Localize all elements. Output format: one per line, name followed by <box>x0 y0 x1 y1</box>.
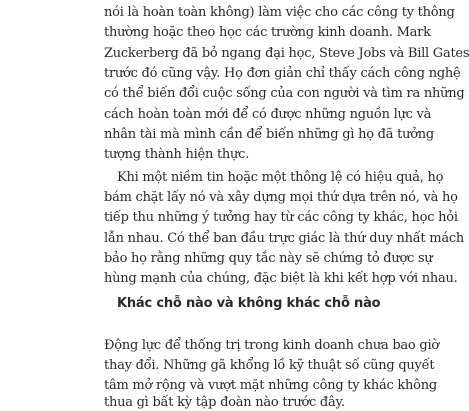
paragraph-2-line-3: tiếp thu những ý tưởng hay từ các công ty khác, học hỏi <box>104 210 458 225</box>
paragraph-3-line-4: thua gì bất kỳ tập đoàn nào trước đây. <box>104 395 345 410</box>
paragraph-2-line-5: bảo họ rằng những quy tắc này sẽ chứng tỏ được sự <box>104 251 433 266</box>
paragraph-1-line-3: Zuckerberg đã bỏ ngang đại học, Steve Jobs và Bill Gates <box>104 46 469 61</box>
paragraph-1-line-2: thường hoặc theo học các trường kinh doanh. Mark <box>104 25 431 40</box>
paragraph-1-line-7: nhân tài mà mình cần để biến những gì họ đã tưởng <box>104 127 434 142</box>
paragraph-3-line-3: tâm mở rộng và vượt mặt những công ty khác không <box>104 378 437 393</box>
paragraph-2-line-6: hùng mạnh của chúng, đặc biệt là khi kết hợp với nhau. <box>104 271 458 286</box>
paragraph-2-line-2: bám chặt lấy nó và xây dựng mọi thứ dựa trên nó, và họ <box>104 190 458 205</box>
paragraph-1-line-8: tượng thành hiện thực. <box>104 147 250 162</box>
paragraph-2-line-4: lẫn nhau. Có thể ban đầu trực giác là thứ duy nhất mách <box>104 231 464 246</box>
paragraph-1-line-4: trước đó cũng vậy. Họ đơn giản chỉ thấy cách công nghệ <box>104 66 461 81</box>
paragraph-1-line-5: có thể biến đổi cuộc sống của con người và tìm ra những <box>104 86 465 101</box>
paragraph-3-line-2: thay đổi. Những gã khổng lồ kỹ thuật số cũng quyết <box>104 358 435 373</box>
paragraph-3-line-1: Động lực để thống trị trong kinh doanh chưa bao giờ <box>104 338 439 353</box>
section-heading: Khác chỗ nào và không khác chỗ nào <box>117 296 381 311</box>
paragraph-2-line-1: Khi một niềm tin hoặc một thông lệ có hiệu quả, họ <box>117 170 444 185</box>
paragraph-1-line-6: cách hoàn toàn mới để có được những nguồn lực và <box>104 107 432 122</box>
paragraph-1-line-1: nói là hoàn toàn không) làm việc cho các công ty thông <box>104 5 455 20</box>
